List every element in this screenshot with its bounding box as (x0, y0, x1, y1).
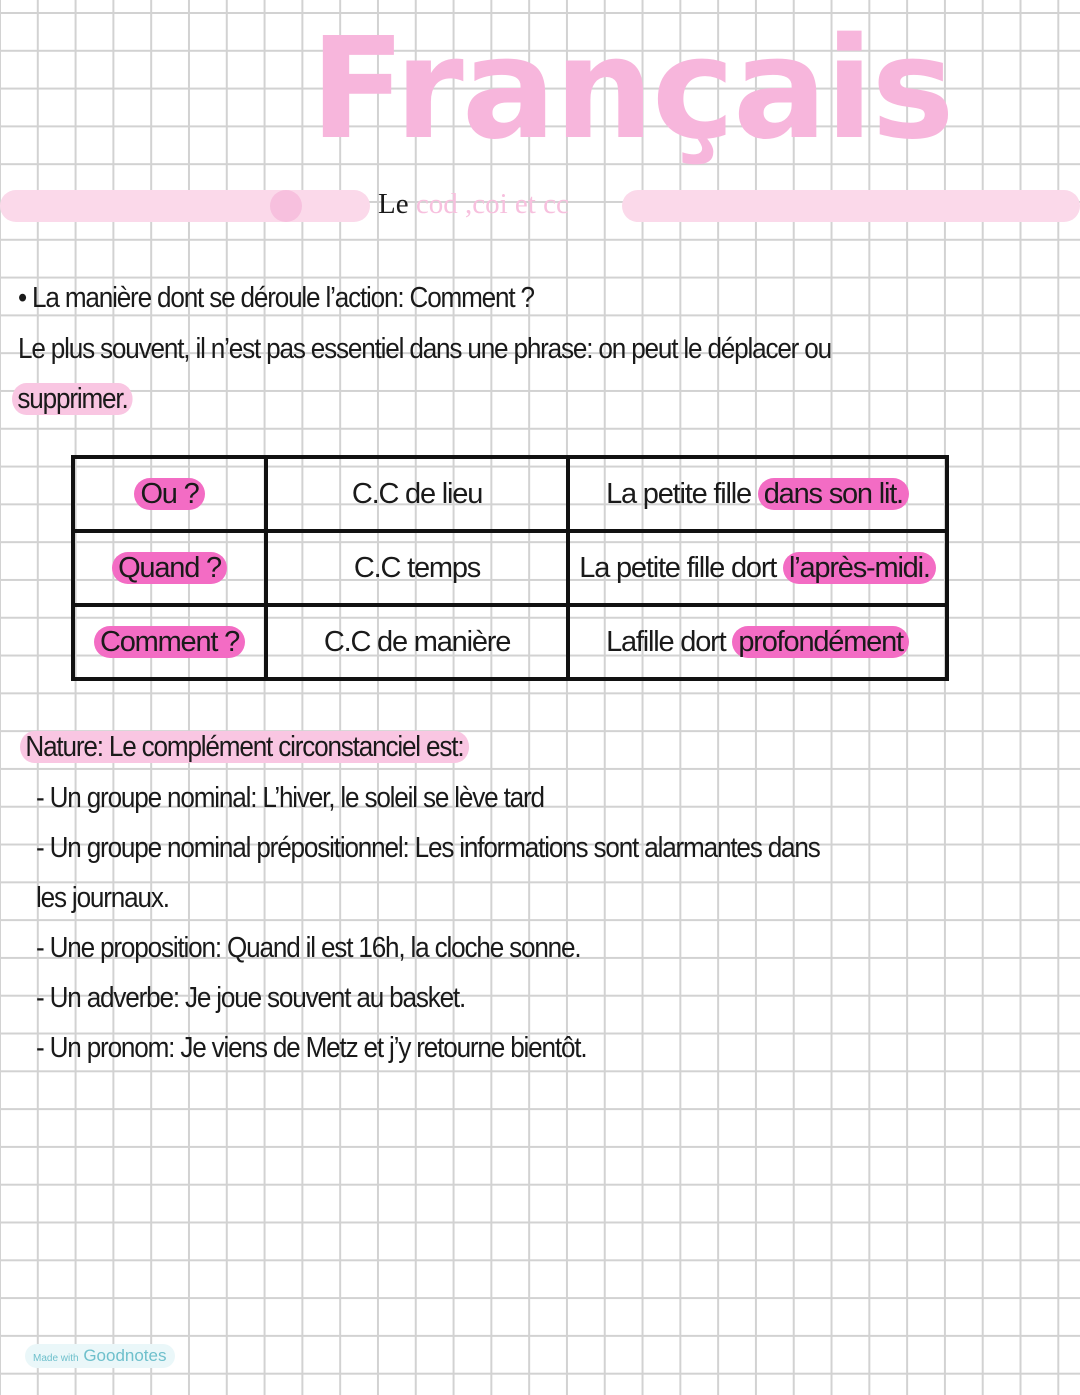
nature-item: - Un groupe nominal prépositionnel: Les informations sont alarmantes dans (36, 832, 820, 864)
question-cell: Comment ? (94, 626, 245, 658)
table-row (73, 531, 947, 605)
subtitle-first: Le (378, 188, 409, 220)
example-cell: La petite fille dort l’après-midi. (568, 531, 947, 605)
question-cell: Quand ? (112, 552, 227, 584)
made-with-label: Made with (33, 1353, 79, 1364)
nature-item: - Un pronom: Je viens de Metz et j’y retourne bientôt. (36, 1032, 587, 1064)
table-row (73, 457, 947, 531)
page-title: Français (310, 8, 953, 171)
nature-heading: Nature: Le complément circonstanciel est: (20, 731, 469, 763)
question-cell: Ou ? (134, 478, 204, 510)
intro-line3: supprimer. (12, 383, 133, 415)
title-band-dot (270, 190, 302, 222)
goodnotes-brand: Goodnotes (83, 1346, 167, 1365)
table-row (73, 605, 947, 679)
type-cell: C.C temps (266, 531, 568, 605)
goodnotes-badge (25, 1344, 175, 1368)
title-band-right (622, 190, 1080, 222)
subtitle (378, 188, 569, 221)
type-cell: C.C de lieu (266, 457, 568, 531)
nature-item: - Un adverbe: Je joue souvent au basket. (36, 982, 466, 1014)
intro-line2: Le plus souvent, il n’est pas essentiel dans une phrase: on peut le déplacer ou (18, 333, 831, 365)
example-cell: Lafille dort profondément (568, 605, 947, 679)
complement-table (71, 455, 949, 681)
title-band-left (0, 190, 370, 222)
type-cell: C.C de manière (266, 605, 568, 679)
example-cell: La petite fille dans son lit. (568, 457, 947, 531)
nature-item: - Un groupe nominal: L’hiver, le soleil se lève tard (36, 782, 544, 814)
subtitle-rest: cod ,coi et cc (415, 188, 569, 220)
nature-item: les journaux. (36, 882, 169, 914)
nature-item: - Une proposition: Quand il est 16h, la cloche sonne. (36, 932, 581, 964)
intro-bullet: • La manière dont se déroule l’action: Comment ? (18, 282, 534, 314)
